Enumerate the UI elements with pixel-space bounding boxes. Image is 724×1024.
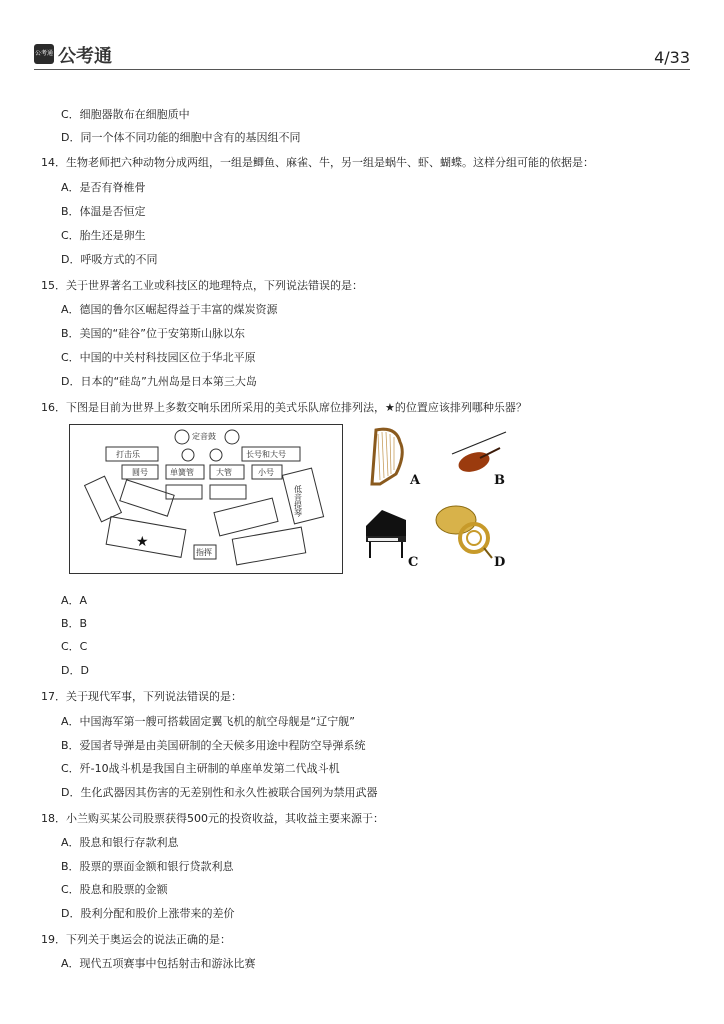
option-15b: B．美国的“硅谷”位于安第斯山脉以东 — [61, 327, 245, 340]
french-horn-icon — [434, 502, 508, 570]
orchestra-seating-diagram — [69, 424, 343, 574]
label-c: C — [408, 555, 419, 570]
question-15: 15．关于世界著名工业或科技区的地理特点，下列说法错误的是： — [41, 279, 363, 292]
option-13d: D．同一个体不同功能的细胞中含有的基因组不同 — [61, 131, 301, 144]
seat-empty-2 — [210, 485, 246, 499]
option-14d: D．呼吸方式的不同 — [61, 253, 158, 266]
option-17b: B．爱国者导弹是由美国研制的全天候多用途中程防空导弹系统 — [61, 739, 366, 752]
header-divider — [34, 69, 690, 70]
label-double-bass: 低音提琴 — [293, 485, 303, 517]
timpani-left — [175, 430, 189, 444]
timpani-right — [225, 430, 239, 444]
option-16b: B．B — [61, 617, 88, 630]
question-18: 18．小兰购买某公司股票获得500元的投资收益，其收益主要来源于： — [41, 812, 384, 825]
question-17: 17．关于现代军事，下列说法错误的是： — [41, 690, 242, 703]
label-a: A — [410, 473, 421, 488]
option-17d: D．生化武器因其伤害的无差别性和永久性被联合国列为禁用武器 — [61, 786, 378, 799]
instrument-c-piano — [362, 502, 424, 570]
label-clarinet: 单簧管 — [170, 468, 194, 477]
instrument-a-harp — [366, 424, 422, 488]
option-13c: C．细胞器散布在细胞质中 — [61, 108, 190, 121]
left-section-1 — [85, 476, 122, 522]
star-marker: ★ — [136, 534, 149, 550]
option-14c: C．胎生还是卵生 — [61, 229, 146, 242]
option-14a: A．是否有脊椎骨 — [61, 181, 146, 194]
option-17c: C．歼-10战斗机是我国自主研制的单座单发第二代战斗机 — [61, 762, 340, 775]
label-d: D — [494, 555, 506, 570]
label-conductor: 指挥 — [196, 548, 212, 557]
label-timpani: 定音鼓 — [192, 432, 216, 441]
right-section-2 — [232, 527, 305, 565]
label-bassoon: 大管 — [216, 468, 232, 477]
label-horn: 圆号 — [132, 468, 148, 477]
option-19a: A．现代五项赛事中包括射击和游泳比赛 — [61, 957, 256, 970]
cello-section — [282, 468, 323, 524]
option-15a: A．德国的鲁尔区崛起得益于丰富的煤炭资源 — [61, 303, 278, 316]
seat-empty-1 — [166, 485, 202, 499]
instrument-d-french-horn — [434, 502, 508, 570]
right-section-1 — [214, 498, 278, 536]
option-17a: A．中国海军第一艘可搭载固定翼飞机的航空母舰是“辽宁舰” — [61, 715, 355, 728]
page-number: 4/33 — [654, 48, 690, 67]
seating-svg — [70, 425, 342, 573]
label-percussion: 打击乐 — [116, 450, 140, 459]
option-18a: A．股息和银行存款利息 — [61, 836, 179, 849]
option-18b: B．股票的票面金额和银行贷款利息 — [61, 860, 234, 873]
option-16c: C．C — [61, 640, 88, 653]
label-trumpet: 小号 — [258, 468, 274, 477]
timpani-small-2 — [210, 449, 222, 461]
instrument-b-violin — [450, 424, 510, 488]
violin-icon — [450, 424, 510, 488]
question-16: 16．下图是目前为世界上多数交响乐团所采用的美式乐队席位排列法，★的位置应该排列哪种乐器？ — [41, 401, 527, 414]
brand-name: 公考通 — [58, 46, 112, 67]
option-18d: D．股利分配和股价上涨带来的差价 — [61, 907, 235, 920]
option-18c: C．股息和股票的金额 — [61, 883, 168, 896]
option-15d: D．日本的“硅岛”九州岛是日本第三大岛 — [61, 375, 257, 388]
option-16a: A．A — [61, 594, 88, 607]
label-trombone-tuba: 长号和大号 — [246, 450, 286, 459]
page-header — [34, 40, 690, 70]
option-16d: D．D — [61, 664, 89, 677]
harp-icon — [366, 424, 422, 488]
option-14b: B．体温是否恒定 — [61, 205, 146, 218]
timpani-small-1 — [182, 449, 194, 461]
piano-icon — [362, 502, 424, 570]
question-19: 19．下列关于奥运会的说法正确的是： — [41, 933, 231, 946]
option-15c: C．中国的中关村科技园区位于华北平原 — [61, 351, 256, 364]
label-b: B — [494, 473, 505, 488]
brand-logo-icon: 公考通 — [34, 44, 54, 64]
question-14: 14．生物老师把六种动物分成两组，一组是鲫鱼、麻雀、牛，另一组是蜗牛、虾、蝴蝶。这样分组可能的依据是： — [41, 156, 594, 169]
